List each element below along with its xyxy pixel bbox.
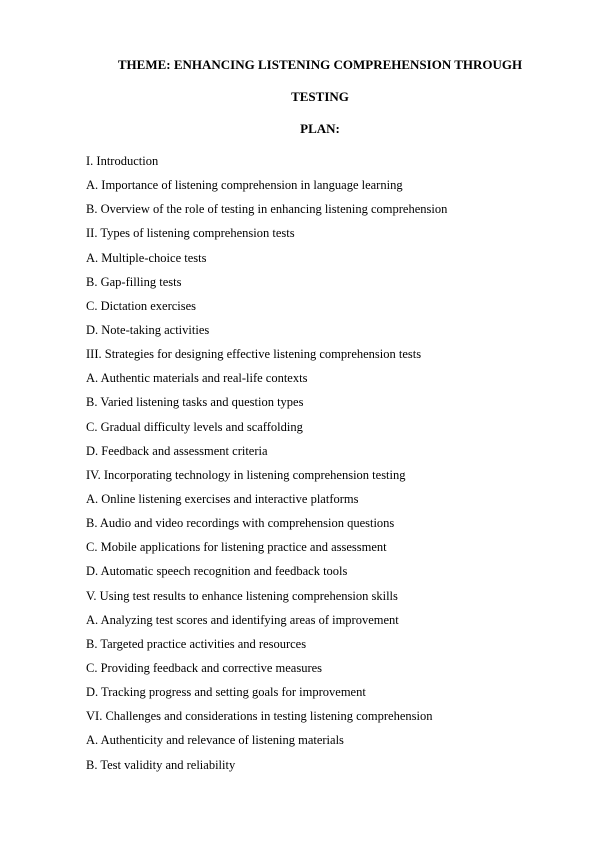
outline-item: C. Gradual difficulty levels and scaffolding xyxy=(86,419,303,434)
outline-item: B. Test validity and reliability xyxy=(86,757,236,772)
outline-item: III. Strategies for designing effective listening comprehension tests xyxy=(86,347,422,362)
document-title-line-2: TESTING xyxy=(291,89,349,104)
plan-outline xyxy=(86,152,447,780)
outline-item: C. Providing feedback and corrective measures xyxy=(86,660,323,675)
outline-item: A. Online listening exercises and interactive platforms xyxy=(86,491,359,506)
outline-item: B. Audio and video recordings with comprehension questions xyxy=(86,516,395,531)
outline-item: D. Note-taking activities xyxy=(86,322,210,337)
outline-item: D. Feedback and assessment criteria xyxy=(86,443,268,458)
document-title-line-1: THEME: ENHANCING LISTENING COMPREHENSION THROUGH xyxy=(117,57,523,72)
outline-item: V. Using test results to enhance listening comprehension skills xyxy=(86,588,398,603)
outline-item: D. Tracking progress and setting goals for improvement xyxy=(86,685,366,700)
outline-item: I. Introduction xyxy=(86,154,159,168)
outline-item: A. Authenticity and relevance of listening materials xyxy=(86,733,344,748)
outline-item: VI. Challenges and considerations in testing listening comprehension xyxy=(86,709,433,724)
outline-item: B. Gap-filling tests xyxy=(86,274,182,289)
outline-item: B. Targeted practice activities and resources xyxy=(86,636,307,651)
outline-item: A. Authentic materials and real-life contexts xyxy=(86,371,308,386)
outline-item: B. Overview of the role of testing in enhancing listening comprehension xyxy=(86,202,448,217)
outline-item: D. Automatic speech recognition and feedback tools xyxy=(86,564,348,579)
outline-item: II. Types of listening comprehension tests xyxy=(86,226,295,241)
outline-item: IV. Incorporating technology in listening comprehension testing xyxy=(86,467,406,482)
outline-item: B. Varied listening tasks and question types xyxy=(86,395,304,410)
plan-heading: PLAN: xyxy=(300,121,340,136)
outline-item: A. Importance of listening comprehension in language learning xyxy=(86,178,403,193)
outline-item: C. Dictation exercises xyxy=(86,298,197,313)
outline-item: C. Mobile applications for listening practice and assessment xyxy=(86,540,387,555)
outline-item: A. Multiple-choice tests xyxy=(86,250,207,265)
outline-item: A. Analyzing test scores and identifying areas of improvement xyxy=(86,612,399,627)
